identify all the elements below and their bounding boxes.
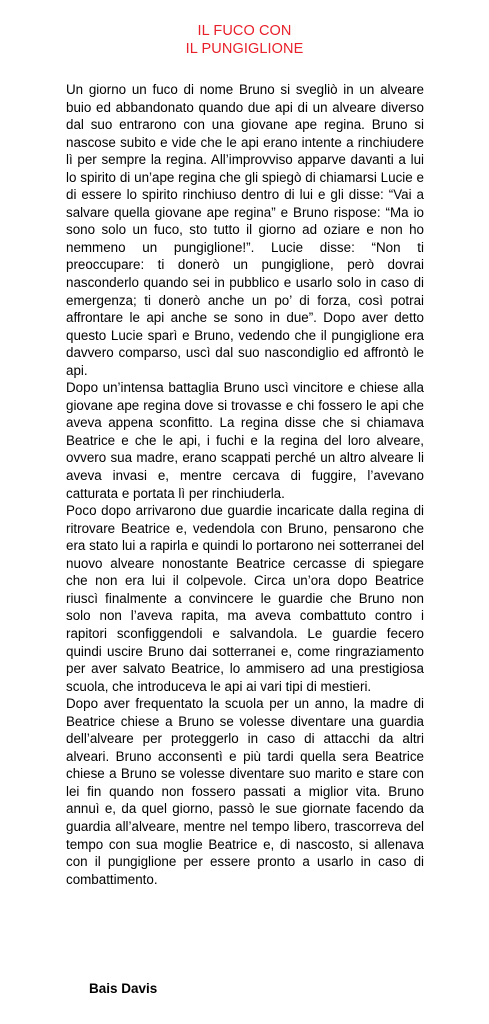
story-paragraph-1: Un giorno un fuco di nome Bruno si svegliò in un alveare buio ed abbandonato quando due api di un alveare diverso dal suo entrarono con una giovane ape regina. Bruno si nascose subito e vide che le api erano intente a rinchiudere lì per sempre la regina. All’improvviso apparve davanti a lui lo spirito di un’ape regina che gli spiegò di chiamarsi Lucie e di essere lo spirito rinchiuso dentro di lui e gli disse: “Vai a salvare quella giovane ape regina” e Bruno rispose: “Ma io sono solo un fuco, sto tutto il giorno ad oziare e non ho nemmeno un pungiglione!”. Lucie disse: “Non ti preoccupare: ti donerò un pungiglione, però dovrai nasconderlo quando sei in pubblico e usarlo solo in caso di emergenza; ti donerò anche un po’ di forza, così potrai affrontare le api anche se sono in due”. Dopo aver detto questo Lucie sparì e Bruno, vedendo che il pungiglione era davvero comparso, uscì dal suo nascondiglio ed affrontò le api.: [66, 82, 424, 378]
story-paragraph-2: Dopo un’intensa battaglia Bruno uscì vincitore e chiese alla giovane ape regina dove si trovasse e chi fossero le api che aveva appena sconfitto. La regina disse che si chiamava Beatrice e che le api, i fuchi e la regina del loro alveare, ovvero sua madre, erano scappati perché un altro alveare li aveva invasi e, mentre cercava di fuggire, l’avevano catturata e portata lì per rinchiuderla.: [66, 380, 424, 501]
story-title-line-2: IL PUNGIGLIONE: [185, 41, 304, 57]
story-title: [0, 22, 489, 58]
story-body: [66, 81, 424, 888]
story-paragraph-4: Dopo aver frequentato la scuola per un anno, la madre di Beatrice chiese a Bruno se volesse diventare una guardia dell’alveare per proteggerlo in caso di attacchi da altri alveari. Bruno acconsentì e più tardi quella sera Beatrice chiese a Bruno se volesse diventare suo marito e stare con lei fin quando non fossero passati a miglior vita. Bruno annuì e, da quel giorno, passò le sue giornate facendo da guardia all’alveare, mentre nel tempo libero, trascorreva del tempo con sua moglie Beatrice e, di nascosto, si allenava con il pungiglione per essere pronto a usarlo in caso di combattimento.: [66, 696, 424, 887]
story-paragraph-3: Poco dopo arrivarono due guardie incaricate dalla regina di ritrovare Beatrice e, vedendola con Bruno, pensarono che era stato lui a rapirla e quindi lo portarono nei sotterranei del nuovo alveare nonostante Beatrice cercasse di spiegare che non era lui il colpevole. Circa un’ora dopo Beatrice riuscì finalmente a convincere le guardie che Bruno non solo non l’aveva rapita, ma aveva combattuto contro i rapitori sconfiggendoli e salvandola. Le guardie fecero quindi uscire Bruno dai sotterranei e, come ringraziamento per aver salvato Beatrice, lo ammisero ad una prestigiosa scuola, che introduceva le api ai vari tipi di mestieri.: [66, 503, 424, 694]
story-title-line-1: IL FUCO CON: [197, 23, 292, 39]
author-signature: Bais Davis: [89, 981, 158, 996]
